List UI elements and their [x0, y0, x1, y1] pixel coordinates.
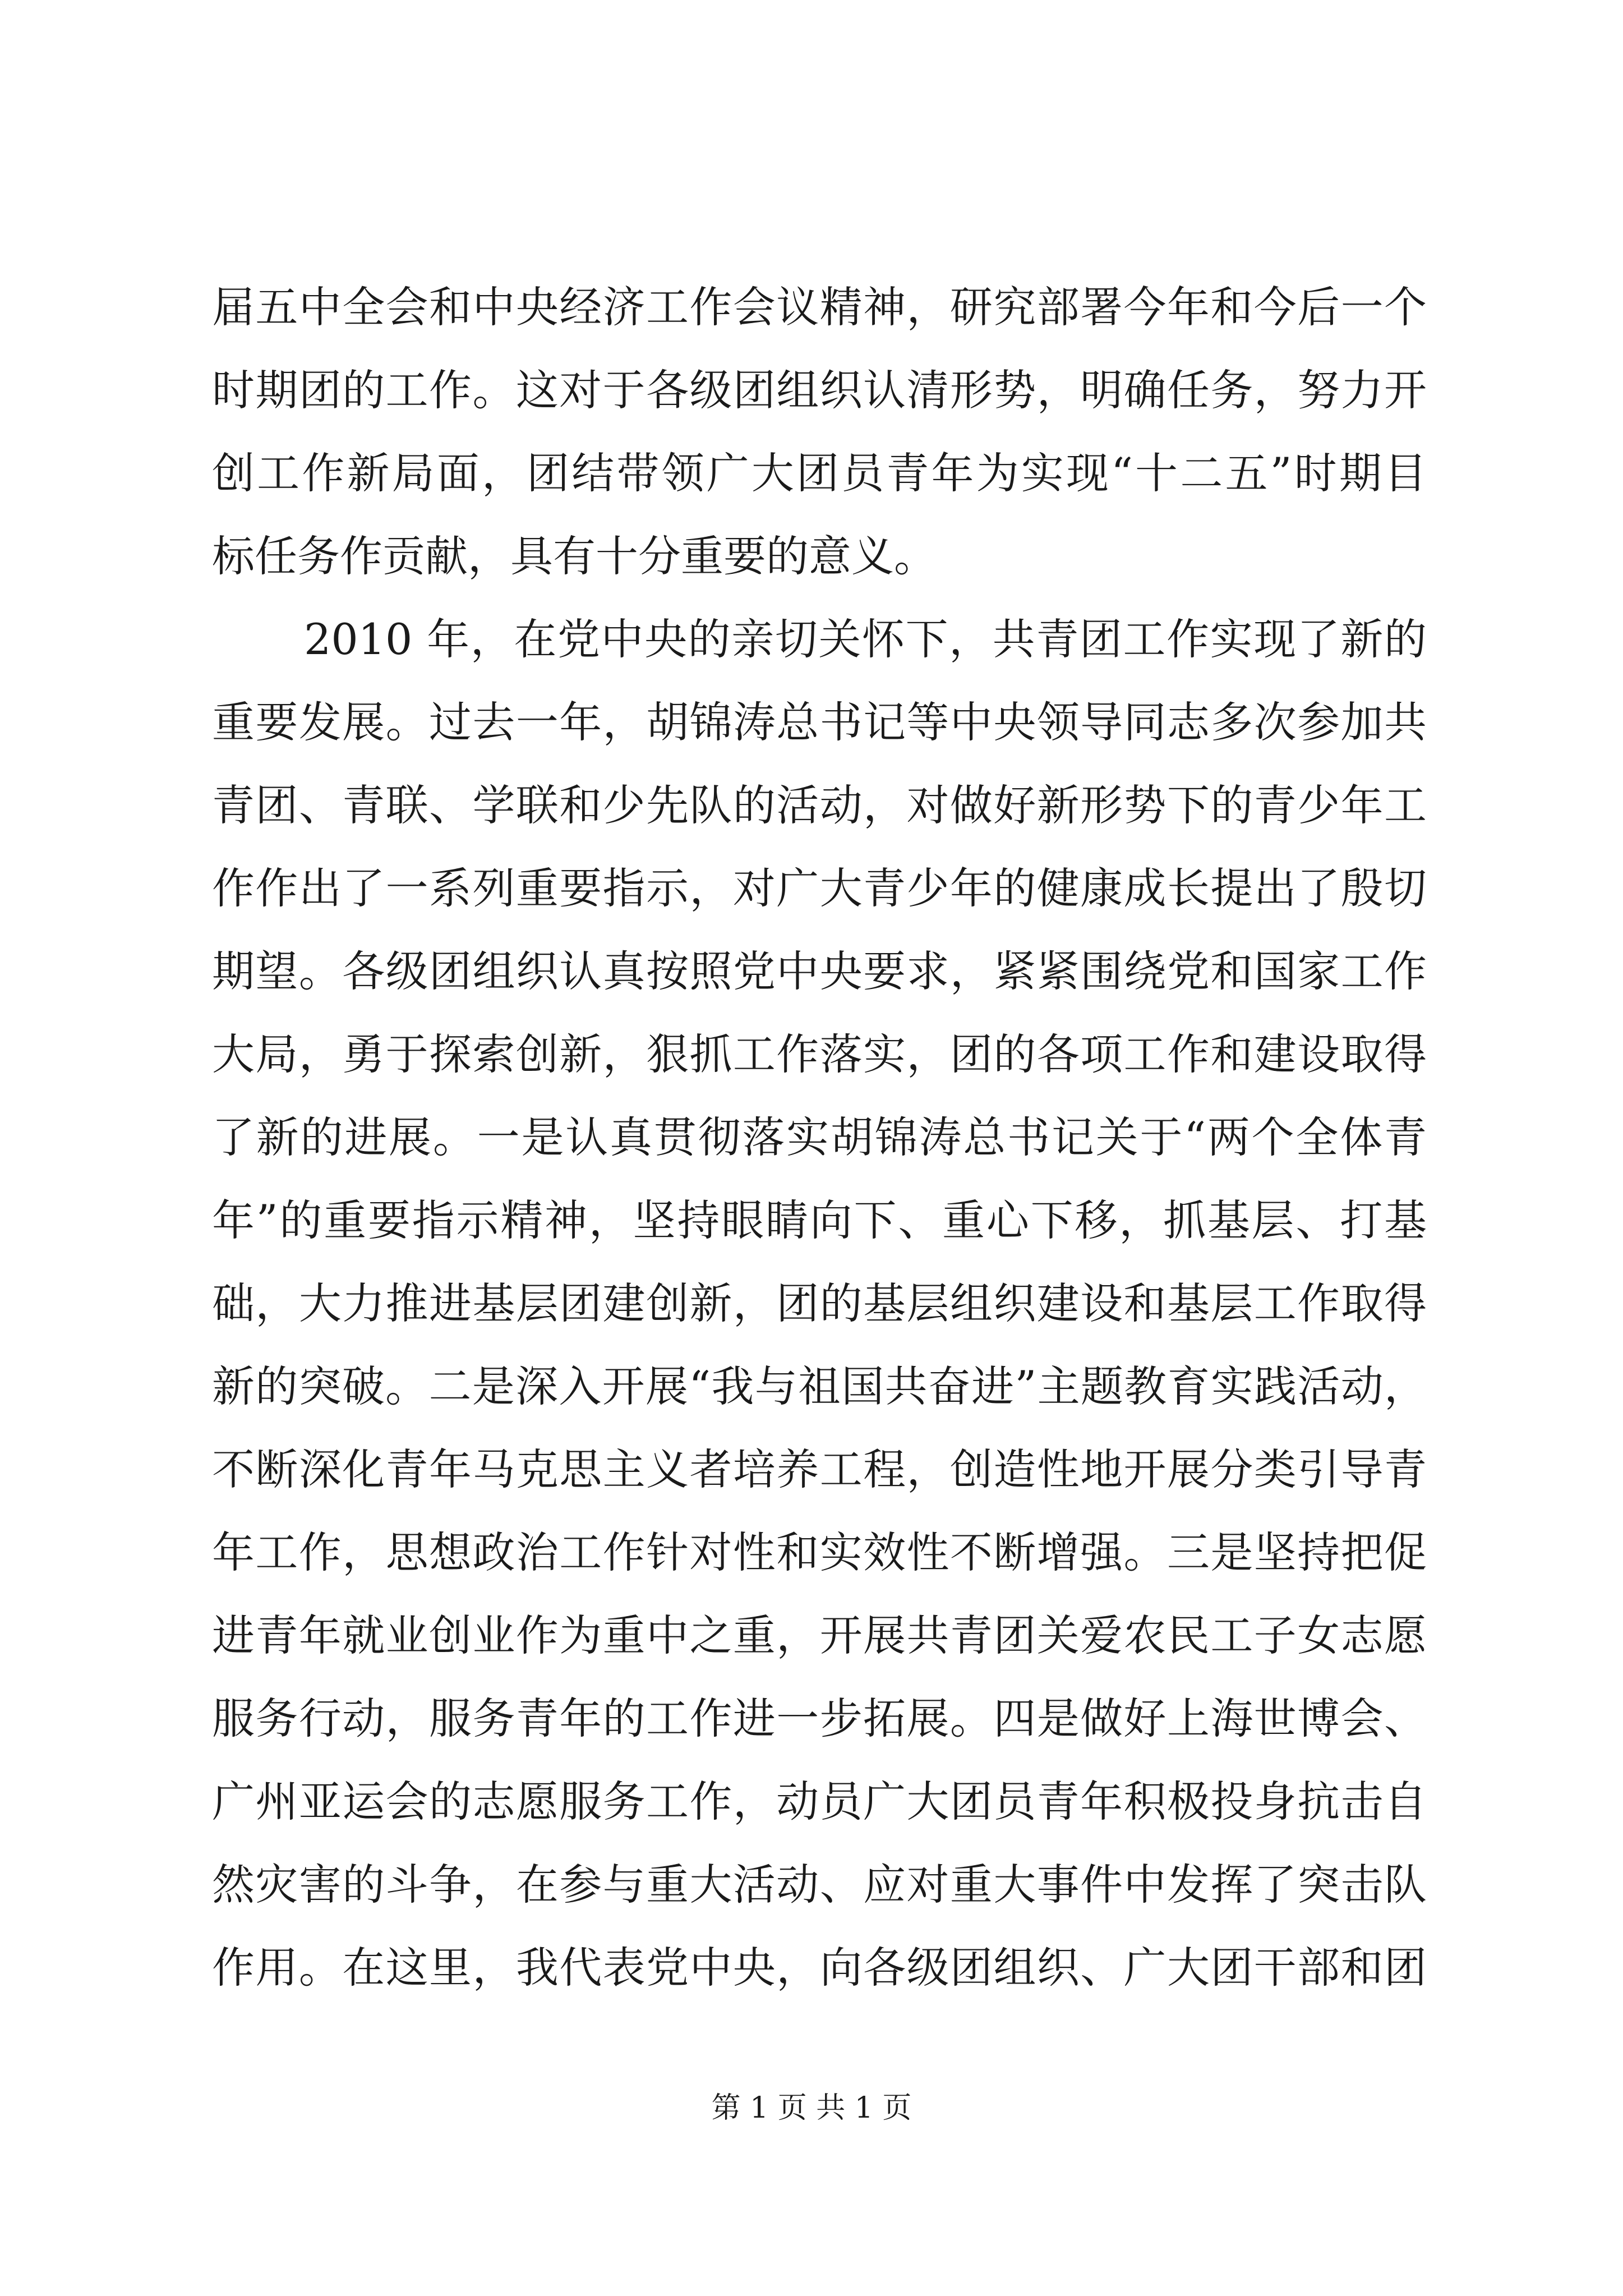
- page-footer: 第 1 页 共 1 页: [711, 2091, 912, 2125]
- text-line: 广州亚运会的志愿服务工作，动员广大团员青年积极投身抗击自: [212, 1777, 1427, 1826]
- text-line: 创工作新局面，团结带领广大团员青年为实现“十二五”时期目: [212, 448, 1427, 498]
- paragraph-2: [212, 598, 1427, 2009]
- text-line: 不断深化青年马克思主义者培养工程，创造性地开展分类引导青: [212, 1444, 1427, 1494]
- body-text: [212, 266, 1427, 2009]
- text-line: 新的突破。二是深入开展“我与祖国共奋进”主题教育实践活动，: [212, 1361, 1427, 1411]
- text-line: 础，大力推进基层团建创新，团的基层组织建设和基层工作取得: [212, 1278, 1427, 1328]
- text-line: 年”的重要指示精神，坚持眼睛向下、重心下移，抓基层、打基: [212, 1195, 1427, 1245]
- text-line: 服务行动，服务青年的工作进一步拓展。四是做好上海世博会、: [212, 1694, 1427, 1743]
- text-line: 届五中全会和中央经济工作会议精神，研究部署今年和今后一个: [212, 282, 1427, 332]
- text-line: 时期团的工作。这对于各级团组织认清形势，明确任务，努力开: [212, 365, 1427, 415]
- text-line: 2010 年，在党中央的亲切关怀下，共青团工作实现了新的: [304, 614, 1427, 664]
- text-line: 重要发展。过去一年，胡锦涛总书记等中央领导同志多次参加共: [212, 697, 1427, 747]
- text-line: 然灾害的斗争，在参与重大活动、应对重大事件中发挥了突击队: [212, 1860, 1427, 1910]
- paragraph-1: [212, 266, 1427, 598]
- text-line: 作用。在这里，我代表党中央，向各级团组织、广大团干部和团: [212, 1943, 1427, 1993]
- text-line: 大局，勇于探索创新，狠抓工作落实，团的各项工作和建设取得: [212, 1029, 1427, 1079]
- text-line: 年工作，思想政治工作针对性和实效性不断增强。三是坚持把促: [212, 1527, 1427, 1577]
- text-line: 进青年就业创业作为重中之重，开展共青团关爱农民工子女志愿: [212, 1611, 1427, 1660]
- text-line: 了新的进展。一是认真贯彻落实胡锦涛总书记关于“两个全体青: [212, 1112, 1427, 1162]
- text-line: 标任务作贡献，具有十分重要的意义。: [212, 531, 937, 581]
- text-line: 作作出了一系列重要指示，对广大青少年的健康成长提出了殷切: [212, 863, 1427, 913]
- text-line: 青团、青联、学联和少先队的活动，对做好新形势下的青少年工: [212, 780, 1427, 830]
- text-line: 期望。各级团组织认真按照党中央要求，紧紧围绕党和国家工作: [212, 946, 1427, 996]
